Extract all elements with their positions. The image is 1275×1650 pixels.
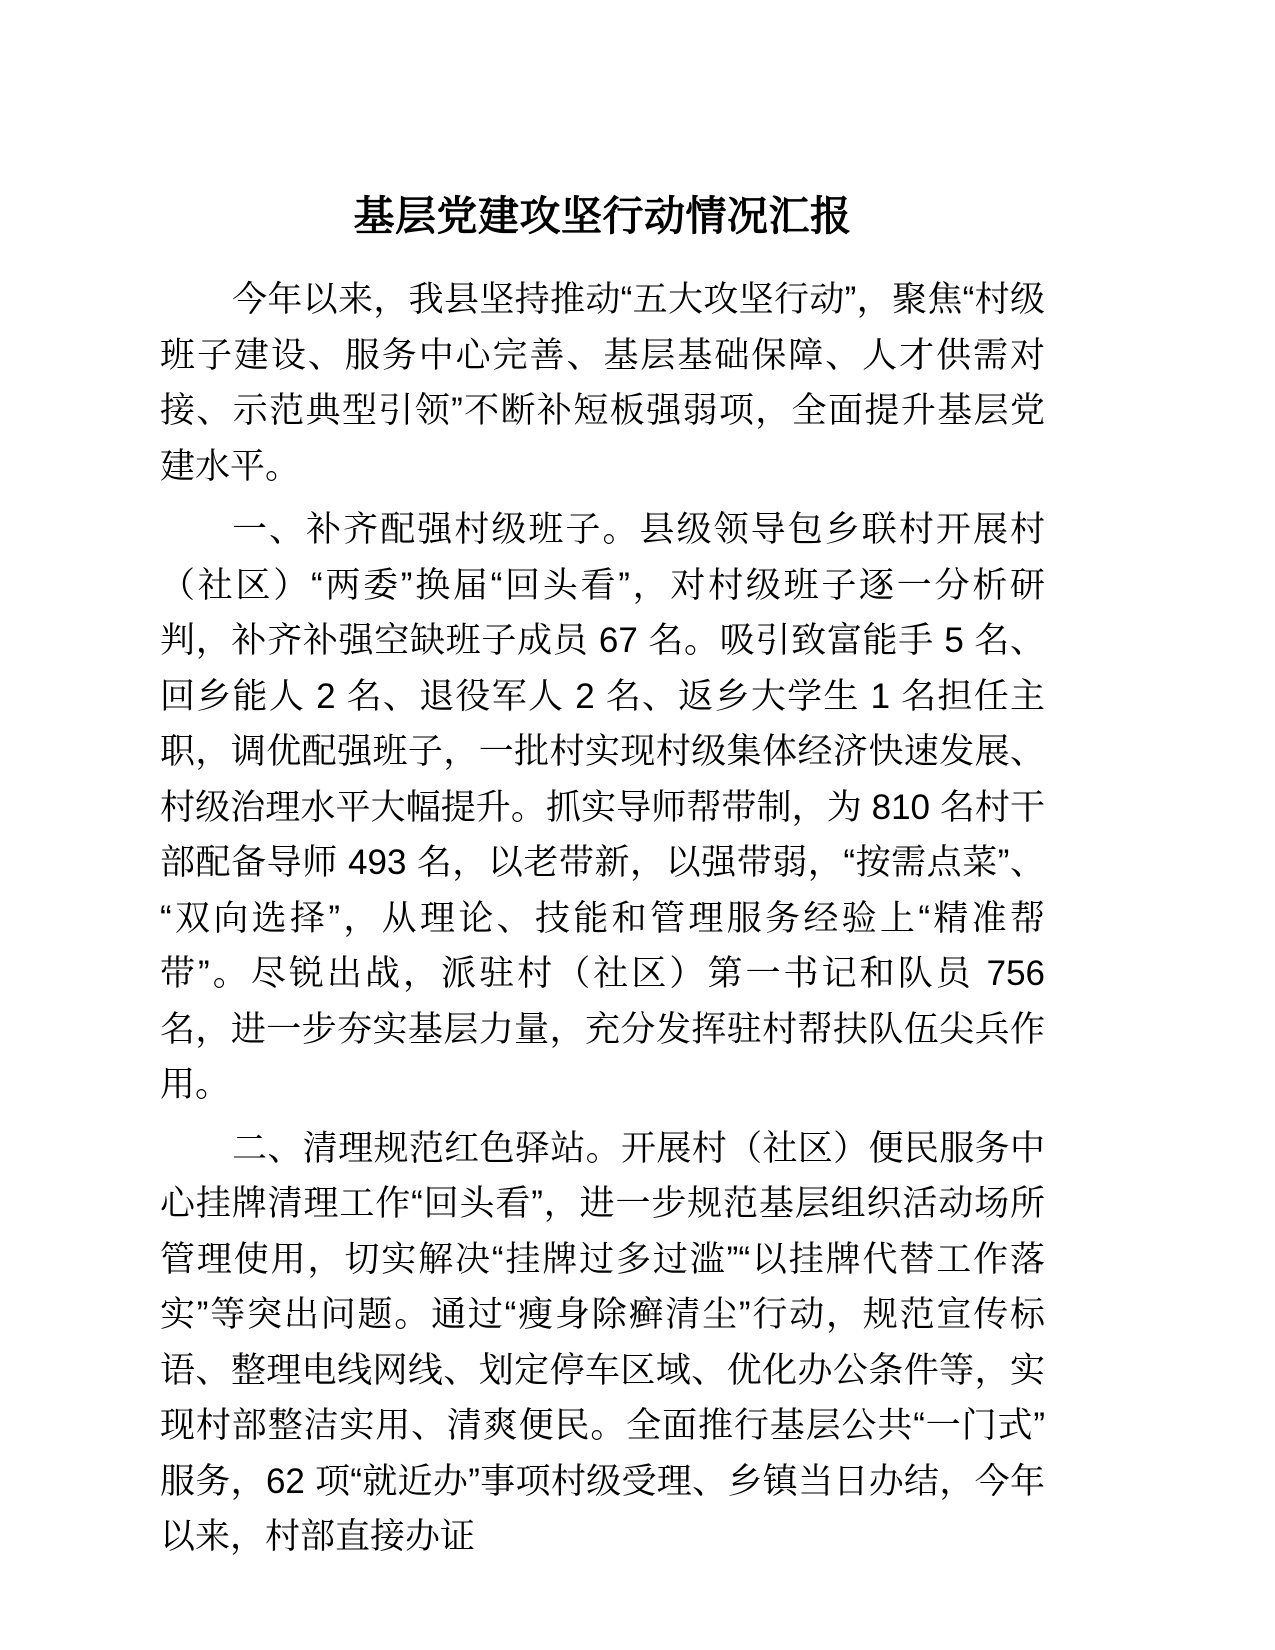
page-title: 基层党建攻坚行动情况汇报	[353, 193, 852, 239]
paragraph-section-two: 二、清理规范红色驿站。开展村（社区）便民服务中心挂牌清理工作“回头看”，进一步规范基层组织活动场所管理使用，切实解决“挂牌过多过滥”“以挂牌代替工作落实”等突出问题。通过“瘦身除癣清尘”行动，规范宣传标语、整理电线网线、划定停车区域、优化办公条件等，实现村部整洁实用、清爽便民。全面推行基层公共“一门式”服务，62 项“就近办”事项村级受理、乡镇当日办结，今年以来，村部直接办证	[160, 1128, 1045, 1556]
document-body	[160, 186, 1045, 1565]
paragraph-intro: 今年以来，我县坚持推动“五大攻坚行动”，聚焦“村级班子建设、服务中心完善、基层基础保障、人才供需对接、示范典型引领”不断补短板强弱项，全面提升基层党建水平。	[160, 280, 1045, 486]
paragraph-section-one: 一、补齐配强村级班子。县级领导包乡联村开展村（社区）“两委”换届“回头看”，对村级班子逐一分析研判，补齐补强空缺班子成员 67 名。吸引致富能手 5 名、回乡能人 2 名、退役军人 2 名、返乡大学生 1 名担任主职，调优配强班子，一批村实现村级集体经济快速发展、村级治理水平大幅提升。抓实导师帮带制，为 810 名村干部配备导师 493 名，以老带新，以强带弱，“按需点菜”、“双向选择”，从理论、技能和管理服务经验上“精准帮带”。尽锐出战，派驻村（社区）第一书记和队员 756 名，进一步夯实基层力量，充分发挥驻村帮扶队伍尖兵作用。	[160, 510, 1045, 1104]
